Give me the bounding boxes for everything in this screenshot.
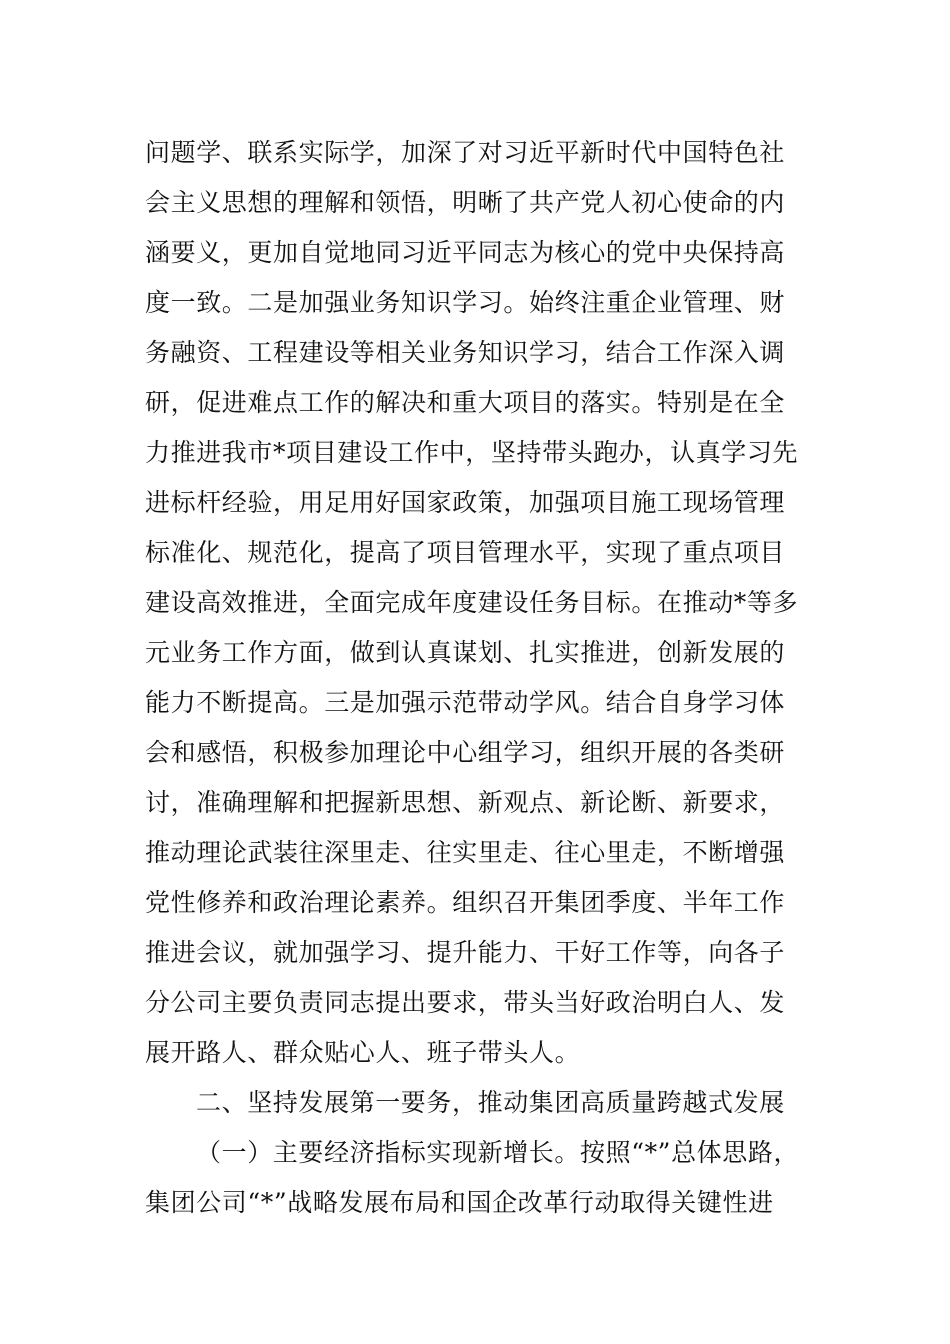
body-line-17: 推进会议，就加强学习、提升能力、干好工作等，向各子 xyxy=(145,938,786,967)
body-line-15: 推动理论武装往深里走、往实里走、往心里走，不断增强 xyxy=(145,838,786,867)
body-line-1: 问题学、联系实际学，加深了对习近平新时代中国特色社 xyxy=(145,138,786,167)
body-line-5: 务融资、工程建设等相关业务知识学习，结合工作深入调 xyxy=(145,338,786,367)
body-line-19: 展开路人、群众贴心人、班子带头人。 xyxy=(145,1038,581,1067)
body-line-16: 党性修养和政治理论素养。组织召开集团季度、半年工作 xyxy=(145,888,786,917)
body-line-11: 元业务工作方面，做到认真谋划、扎实推进，创新发展的 xyxy=(145,638,786,667)
body-line-9: 标准化、规范化，提高了项目管理水平，实现了重点项目 xyxy=(145,538,786,567)
body-line-4: 度一致。二是加强业务知识学习。始终注重企业管理、财 xyxy=(145,288,786,317)
body-line-6: 研，促进难点工作的解决和重大项目的落实。特别是在全 xyxy=(145,388,786,417)
body-line-12: 能力不断提高。三是加强示范带动学风。结合自身学习体 xyxy=(145,688,786,717)
body-line-13: 会和感悟，积极参加理论中心组学习，组织开展的各类研 xyxy=(145,738,786,767)
subsection-heading-line: （一）主要经济指标实现新增长。按照“*”总体思路， xyxy=(196,1138,800,1167)
body-line-18: 分公司主要负责同志提出要求，带头当好政治明白人、发 xyxy=(145,988,786,1017)
body-line-2: 会主义思想的理解和领悟，明晰了共产党人初心使命的内 xyxy=(145,188,786,217)
body-line-22: 集团公司“*”战略发展布局和国企改革行动取得关键性进 xyxy=(145,1188,774,1217)
body-line-8: 进标杆经验，用足用好国家政策，加强项目施工现场管理 xyxy=(145,488,786,517)
section-heading: 二、坚持发展第一要务，推动集团高质量跨越式发展 xyxy=(196,1088,785,1117)
body-line-7: 力推进我市*项目建设工作中，坚持带头跑办，认真学习先 xyxy=(145,438,799,467)
body-line-14: 讨，准确理解和把握新思想、新观点、新论断、新要求， xyxy=(145,788,786,817)
body-line-3: 涵要义，更加自觉地同习近平同志为核心的党中央保持高 xyxy=(145,238,786,267)
body-line-10: 建设高效推进，全面完成年度建设任务目标。在推动*等多 xyxy=(145,588,799,617)
